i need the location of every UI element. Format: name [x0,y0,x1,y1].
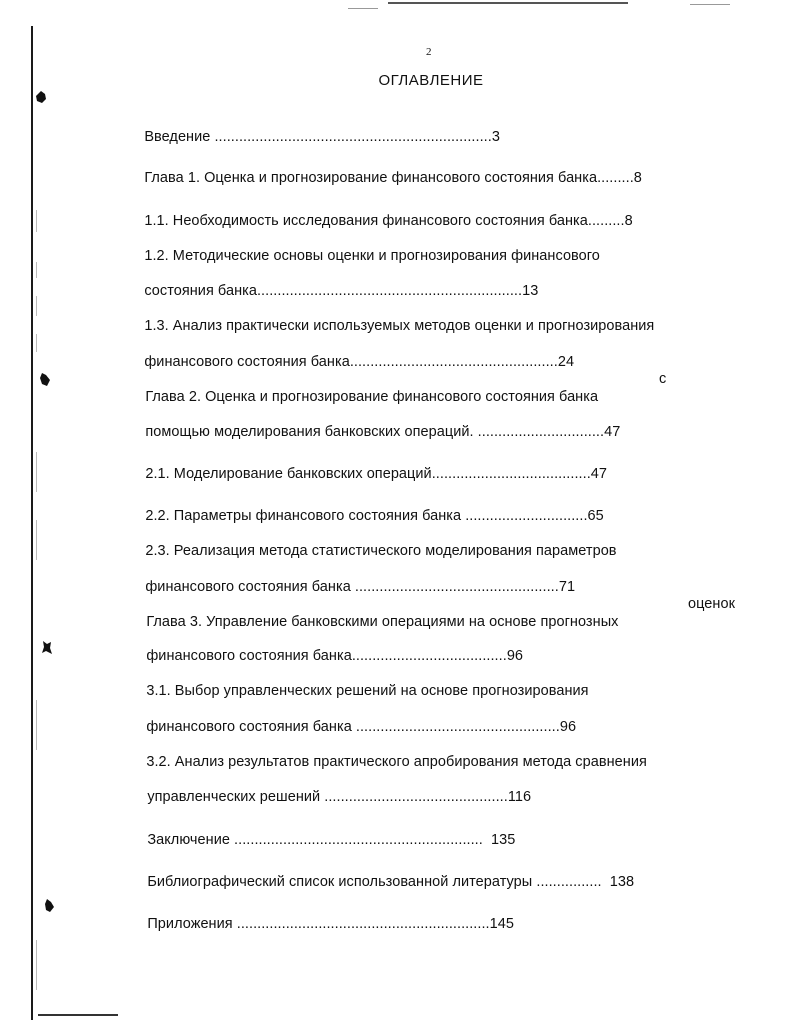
punch-hole-mark [38,372,52,388]
toc-entry-continuation: оценок [688,596,735,612]
toc-entry-leader: ................................................... [349,354,558,370]
toc-entry [131,897,514,951]
toc-entry-text: финансового состояния банка [144,354,350,370]
toc-entry-text: Заключение [147,832,230,848]
toc-entry-text: 1.3. Анализ практически используемых методов оценки и прогнозирования [144,318,655,334]
toc-entry-page: 8 [624,213,633,229]
toc-entry-text: финансового состояния банка [146,648,352,664]
toc-entry-text: Глава 3. Управление банковскими операциями на основе прогнозных [146,614,619,630]
scan-top-line-short [348,8,378,9]
toc-entry-leader: .............................................................. [232,916,490,932]
toc-entry-page: 145 [489,916,514,932]
toc-entry-continuation: с [659,371,667,387]
toc-entry-page: 96 [506,648,524,664]
toc-entry-text: 1.1. Необходимость исследования финансового состояния банка [144,213,588,229]
toc-entry-page: 116 [507,789,532,805]
toc-entry-text: Приложения [147,916,233,932]
scan-margin-tick [36,700,37,750]
toc-entry-text: помощью моделирования банковских операций. [145,424,474,440]
toc-entry-text: 2.1. Моделирование банковских операций [145,466,432,482]
toc-entry-page: 65 [587,508,604,524]
toc-entry-text: финансового состояния банка [145,579,351,595]
toc-entry-text: 1.2. Методические основы оценки и прогнозирования финансового [144,248,600,264]
toc-entry-leader: ................ [532,874,602,890]
toc-entry-leader: ......... [587,213,625,229]
toc-entry-leader: .................................................. [350,579,559,595]
punch-hole-mark [42,898,56,914]
toc-entry-text: состояния банка [144,283,257,299]
toc-entry-leader: ................................................................. [256,283,523,299]
toc-entry-leader: ............................................. [320,789,508,805]
toc-entry-leader: ............................... [473,424,605,440]
toc-entry-page: 3 [491,129,500,145]
toc-entry-text: 2.2. Параметры финансового состояния банка [145,508,462,524]
scan-bottom-line [38,1014,118,1016]
toc-entry-text: финансового состояния банка [146,719,352,735]
toc-entry-page: 71 [558,579,576,595]
toc-entry-text: 2.3. Реализация метода статистического моделирования параметров [145,543,617,559]
toc-entry-page: 13 [522,283,539,299]
toc-entry-leader: ............................................................. [229,832,483,848]
toc-entry-text: 3.2. Анализ результатов практического апробирования метода сравнения [146,754,647,770]
toc-entry-leader: ...................................... [351,648,507,664]
scan-top-line [388,2,628,4]
scan-margin-tick [36,452,37,492]
toc-entry-page: 47 [590,466,608,482]
scan-margin-tick [36,520,37,560]
scan-margin-tick [36,296,37,316]
toc-entry-text: 3.1. Выбор управленческих решений на основе прогнозирования [146,683,589,699]
punch-hole-mark [34,90,48,104]
toc-entry-page: 47 [604,424,621,440]
toc-entry-page: 138 [609,874,635,890]
scan-margin-tick [36,334,37,352]
toc-entry-page: 8 [633,170,642,186]
scan-margin-tick [36,262,37,278]
toc-entry-leader: ....................................... [431,466,591,482]
punch-hole-mark [40,640,54,656]
toc-entry-page: 24 [557,354,575,370]
toc-entry-leader: ......... [597,170,634,186]
toc-entry-text: Библиографический список использованной литературы [147,874,533,890]
scan-margin-tick [36,940,37,990]
page-title: ОГЛАВЛЕНИЕ [378,72,484,89]
toc-entry-leader: .............................. [461,508,588,524]
toc-entry-leader: .................................................................... [210,129,492,145]
toc-entry-text: Глава 2. Оценка и прогнозирование финансового состояния банка [145,389,599,405]
toc-entry-text: Введение [144,129,211,145]
toc-entry-text: управленческих решений [147,789,321,805]
page-number: 2 [426,46,432,58]
toc-entry-leader: .................................................. [351,719,560,735]
scan-left-edge [31,26,33,1020]
toc-entry-text: Глава 1. Оценка и прогнозирование финансового состояния банка [144,170,598,186]
scan-margin-tick [36,210,37,232]
toc-entry-page: 135 [491,832,516,848]
scan-top-line-right [690,4,730,5]
toc-entry-page: 96 [559,719,577,735]
